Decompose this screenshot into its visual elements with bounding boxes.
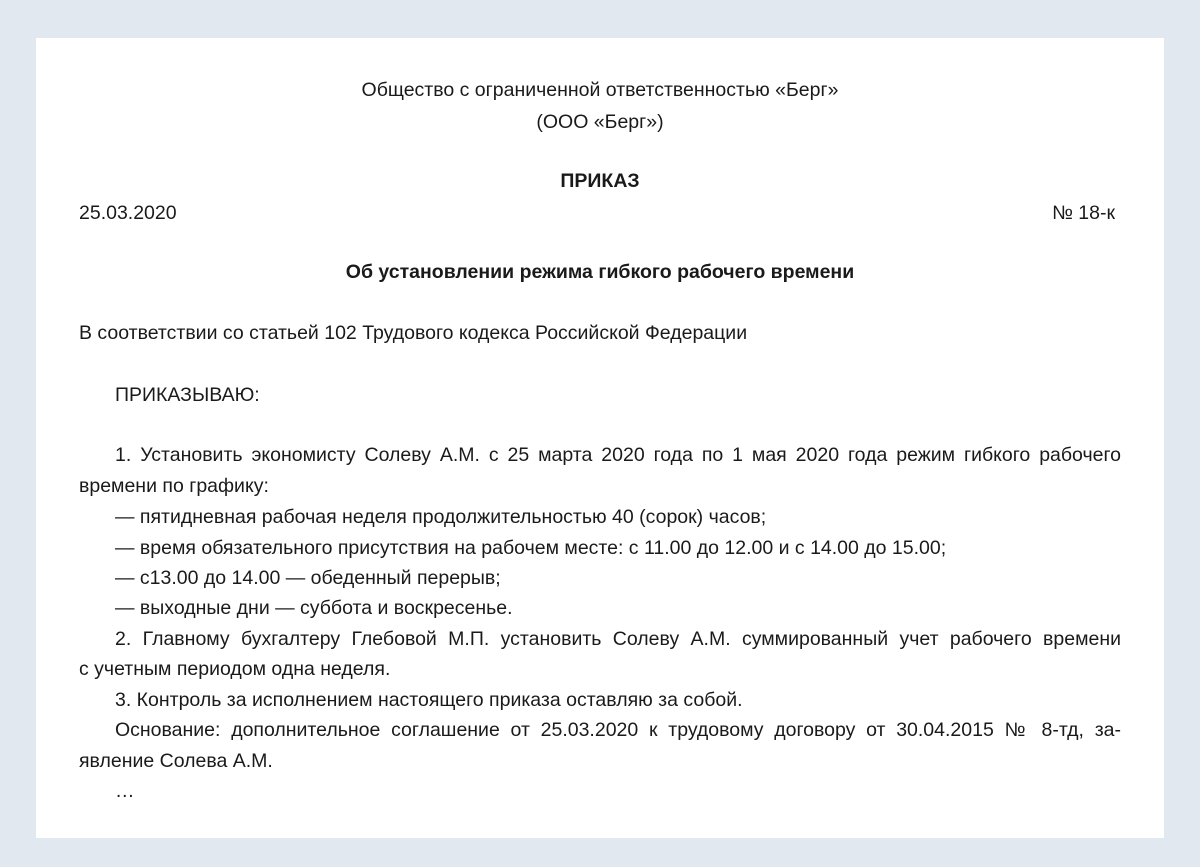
order-subject: Об установлении режима гибкого рабочего времени [345, 261, 855, 283]
ellipsis: … [115, 780, 135, 802]
bullet-presence-time: — время обязательного присутствия на рабочем месте: с 11.00 до 12.00 и с 14.00 до 15.00; [115, 537, 947, 559]
command-word: ПРИКАЗЫВАЮ: [115, 384, 260, 406]
bullet-lunch-break: — с13.00 до 14.00 — обеденный перерыв; [115, 567, 501, 589]
item-2-line-1: 2. Главному бухгалтеру Глебовой М.П. установить Солеву А.М. суммированный учет рабочего времени [115, 628, 1121, 650]
item-3: 3. Контроль за исполнением настоящего приказа оставляю за собой. [115, 689, 743, 711]
basis-line-1: Основание: дополнительное соглашение от 25.03.2020 к трудовому договору от 30.04.2015 № 8-тд, за- [115, 719, 1121, 741]
document-sheet [36, 38, 1164, 838]
preamble: В соответствии со статьей 102 Трудового кодекса Российской Федерации [79, 322, 748, 344]
basis-line-2: явление Солева А.М. [79, 750, 273, 772]
order-date: 25.03.2020 [79, 202, 177, 224]
item-2-line-2: с учетным периодом одна неделя. [79, 658, 391, 680]
org-full-name: Общество с ограниченной ответственностью «Берг» [361, 79, 839, 101]
item-1-line-1: 1. Установить экономисту Солеву А.М. с 25 марта 2020 года по 1 мая 2020 года режим гибкого рабочего [115, 444, 1121, 466]
bullet-days-off: — выходные дни — суббота и воскресенье. [115, 597, 513, 619]
org-short-name: (ООО «Берг») [536, 111, 664, 133]
item-1-line-2: времени по графику: [79, 475, 269, 497]
bullet-work-week: — пятидневная рабочая неделя продолжительностью 40 (сорок) часов; [115, 506, 767, 528]
document-title: ПРИКАЗ [560, 170, 640, 192]
order-number: № 18-к [1051, 202, 1115, 224]
